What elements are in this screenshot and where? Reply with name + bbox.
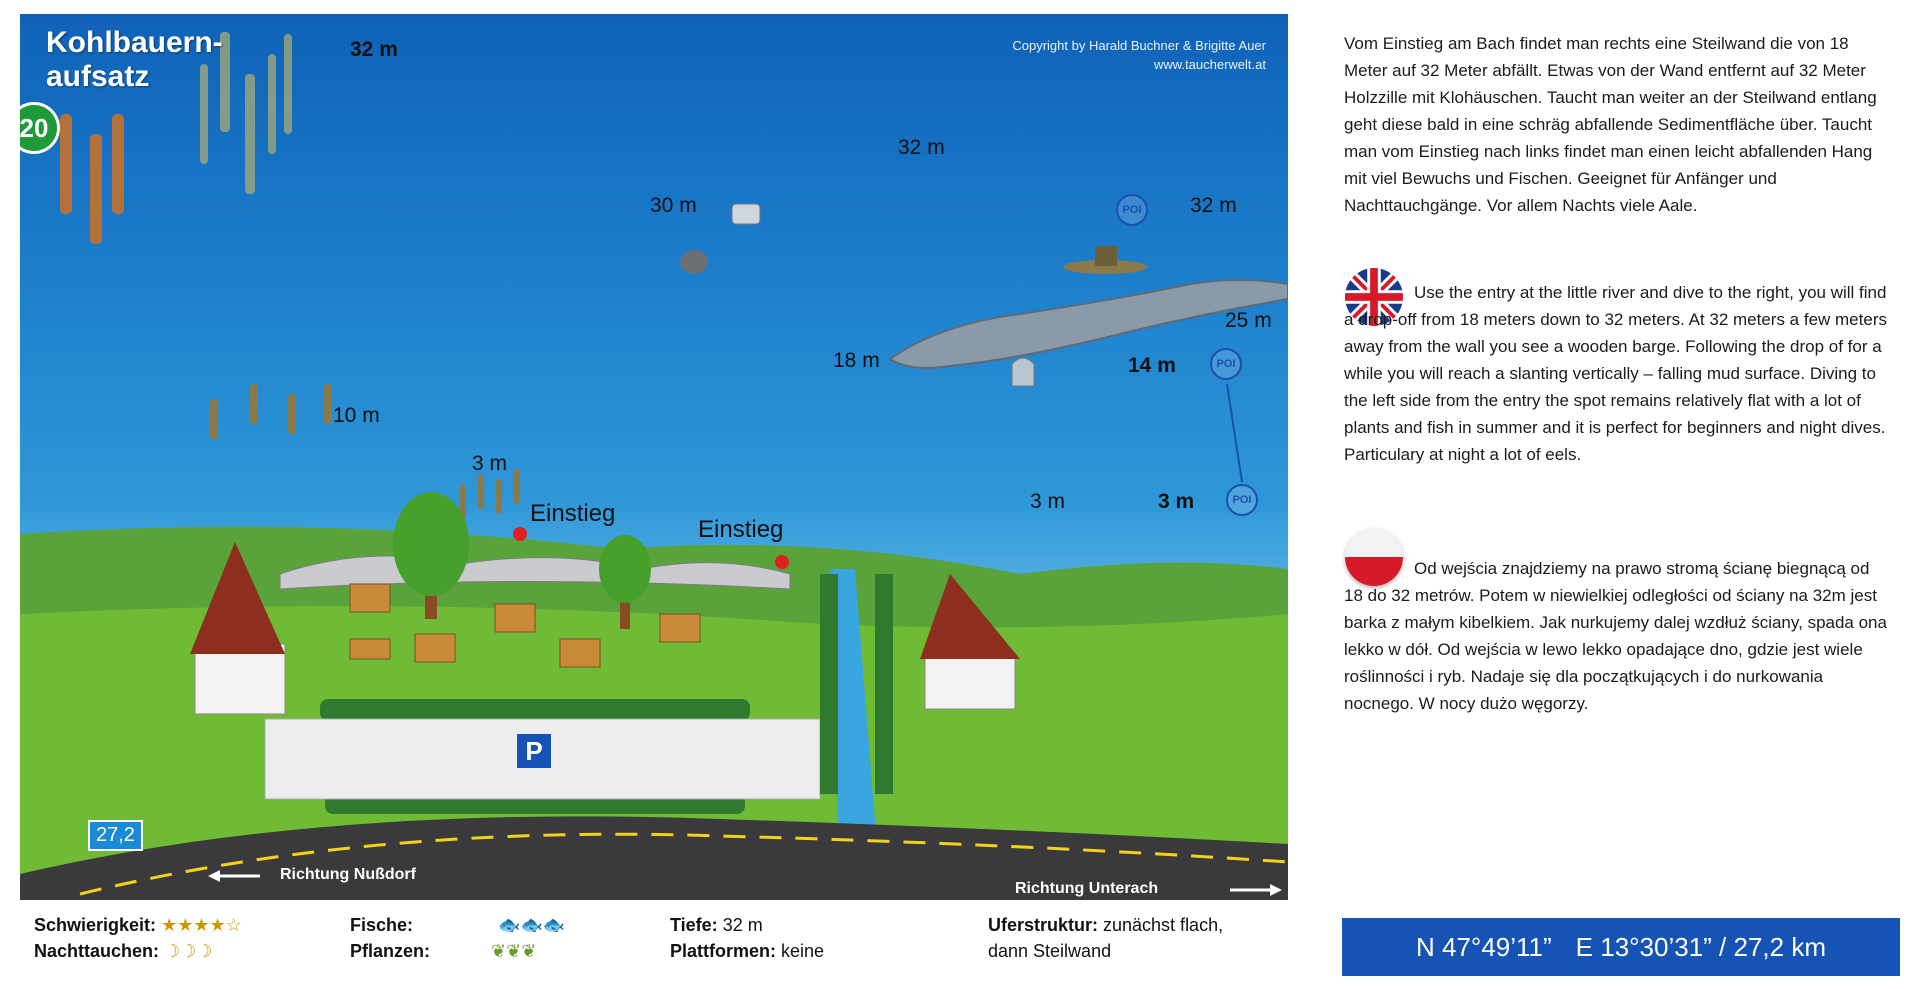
latitude: N 47°49’11” [1416,931,1552,962]
depth-label: 18 m [833,349,880,372]
info-footer [20,900,1288,978]
poi-marker[interactable]: POI [1210,348,1242,380]
coordinates-bar [1342,918,1900,976]
depth-label: 14 m [1128,354,1176,377]
depth-value: 32 m [717,915,763,935]
depth-label: 32 m [898,136,945,159]
depth-block [670,912,824,964]
website-link[interactable]: www.taucherwelt.at [1154,57,1266,72]
description-german [1344,30,1892,219]
poles-3m [460,469,520,519]
platforms-value: keine [776,941,825,961]
depth-label: 32 m [1190,194,1237,217]
direction-left: Richtung Nußdorf [280,866,416,883]
creek-hedge-left [820,574,838,794]
plants-label: Pflanzen: [350,941,431,961]
entry-dot-2 [775,555,789,569]
entry-label: Einstieg [698,516,784,543]
dive-site-map [20,14,1288,900]
shore-value-1: zunächst flach, [1098,915,1224,935]
wooden-poles-shallow [60,114,124,244]
fish-label: Fische: [350,915,414,935]
site-title [46,26,223,94]
poi-marker[interactable]: POI [1226,484,1258,516]
description-pl-text: Od wejścia znajdziemy na prawo stromą ścianę biegnącą od 18 do 32 metrów. Potem w niewielkiej odległości od ściany na 32m jest barka z małym kibelkiem. Jak nurkujemy dalej wzdłuż ściany, spada ona lekko w dół. Od wejścia w lewo lekko opadające dno, gdzie jest wiele roślinności i ryb. Nadaje się dla początkujących i do nurkowania nocnego. W nocy dużo węgorzy. [1344,559,1887,713]
difficulty-label: Schwierigkeit: [34,915,157,935]
difficulty-stars: ★★★★☆ [161,915,242,935]
fauna-block [350,912,565,964]
depth-label: 25 m [1225,309,1272,332]
gravestone [1012,358,1034,386]
poles-10m [210,384,332,439]
shore-value-2: dann Steilwand [988,941,1112,961]
depth-label-footer: Tiefe: [670,915,718,935]
depth-label: 3 m [1030,490,1066,513]
description-de-text: Vom Einstieg am Bach findet man rechts eine Steilwand die von 18 Meter auf 32 Meter abfällt. Etwas von der Wand entfernt auf 32 Meter Holzzille mit Klohäuschen. Taucht man weiter an der Steilwand entlang geht diese bald in eine schräg abfallende Sedimentfläche über. Taucht man vom Einstieg nach links findet man einen leicht abfallenden Hang mit viel Bewuchs und Fischen. Geeignet für Anfänger und Nachttauchgänge. Vor allem Nachts viele Aale. [1344,34,1877,215]
site-number-badge: 20 [20,102,60,154]
copyright-line: Copyright by Harald Buchner & Brigitte Auer [1012,38,1266,53]
map-scene [20,14,1288,900]
plants-icons: ❦❦❦ [491,941,537,961]
site-title-line1: Kohlbauern- [46,26,223,59]
poi-connector [1227,384,1242,482]
depth-label: 32 m [350,38,398,61]
night-diving-label: Nachttauchen: [34,941,160,961]
fish-icons: 🐟🐟🐟 [498,915,566,935]
platforms-label: Plattformen: [670,941,777,961]
hedge-top [320,699,750,721]
depth-label: 3 m [472,452,508,475]
description-english [1344,262,1892,485]
depth-label: 10 m [333,404,380,427]
poi-marker[interactable]: POI [1116,194,1148,226]
site-title-line2: aufsatz [46,60,150,93]
longitude-km: E 13°30’31” / 27,2 km [1575,931,1826,962]
depth-label: 3 m [1158,490,1195,513]
parking-sign: P [517,734,551,768]
barrel-2 [680,250,708,274]
description-en-text: Use the entry at the little river and dive to the right, you will find a drop-off from 18 meters down to 32 meters. At 32 meters a few meters away from the wall you see a wooden barge. Following the drop of for a while you will reach a slanting vertically – falling mud surface. Diving to the left side from the entry the spot remains relatively flat with a lot of plants and fish in summer and it is perfect for beginners and night dives. Particulary at night a lot of eels. [1344,283,1887,464]
entry-label: Einstieg [530,500,616,527]
night-diving-moons: ☽☽☽ [164,941,213,961]
difficulty-block [34,912,242,964]
toilet-hut [1095,246,1117,266]
shore-block [988,912,1223,964]
creek-hedge-right [875,574,893,794]
direction-right: Richtung Unterach [1015,880,1159,897]
km-marker: 27,2 [88,820,143,851]
description-polish [1344,538,1892,734]
barrel-1 [732,204,760,224]
entry-dot-1 [513,527,527,541]
copyright [1012,36,1266,74]
depth-label: 30 m [650,194,697,217]
shore-label: Uferstruktur: [988,915,1099,935]
